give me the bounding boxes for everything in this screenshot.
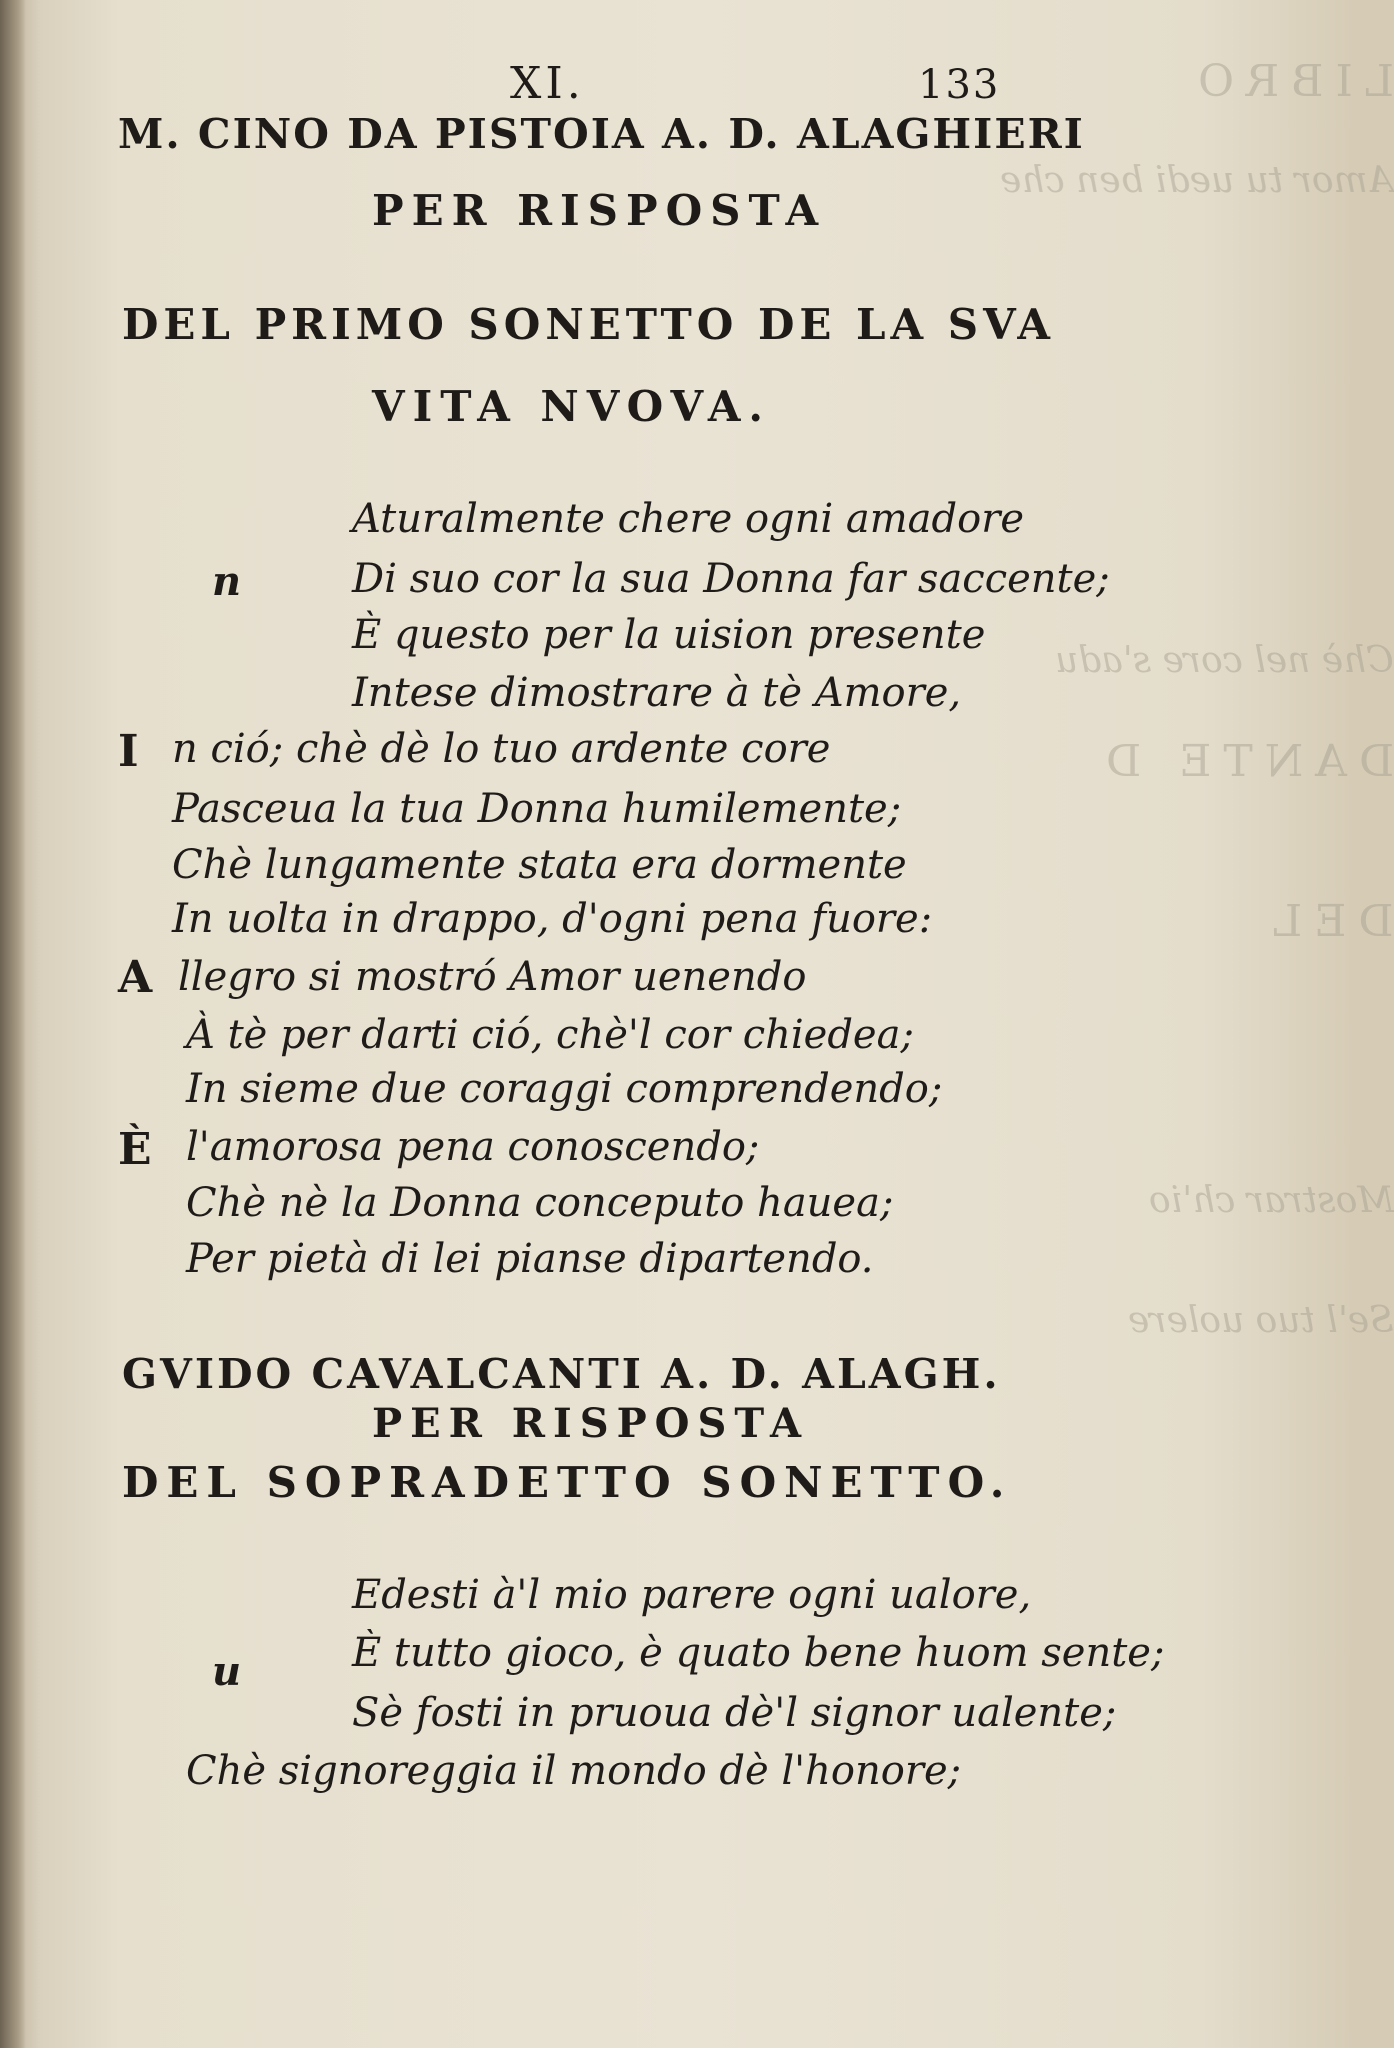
verse-line: In uolta in drappo, d'ogni pena fuore: [172, 896, 933, 942]
initial-letter: È [118, 1124, 152, 1175]
verse-line: Sè fosti in pruoua dè'l signor ualente; [352, 1690, 1117, 1736]
poem1-title-line1: M. CINO DA PISTOIA A. D. ALAGHIERI [118, 110, 1085, 158]
poem1-title-line3: DEL PRIMO SONETTO DE LA SVA [122, 300, 1055, 349]
verse-line: n ció; chè dè lo tuo ardente core [172, 726, 831, 772]
verse-line: È tutto gioco, è quato bene huom sente; [352, 1630, 1165, 1676]
verse-line: Chè nè la Donna conceputo hauea; [186, 1180, 894, 1226]
initial-letter: I [118, 726, 139, 777]
show-through-caps: DEL [1261, 896, 1394, 947]
show-through-caps: DANTE D [1093, 736, 1394, 787]
poem1-title-line4: VITA NVOVA. [372, 382, 772, 431]
verse-line: Per pietà di lei pianse dipartendo. [186, 1236, 874, 1282]
verse-line: Di suo cor la sua Donna far saccente; [352, 556, 1110, 602]
verse-line: Chè lungamente stata era dormente [172, 842, 907, 888]
show-through-line: Chè nel core s'adu [1055, 640, 1394, 681]
verse-line: l'amorosa pena conoscendo; [186, 1124, 760, 1170]
verse-line: In sieme due coraggi comprendendo; [186, 1066, 943, 1112]
initial-letter: A [118, 952, 153, 1003]
page-edge-shadow [0, 0, 26, 2048]
page-number: 133 [918, 62, 1001, 108]
verse-line: Chè signoreggia il mondo dè l'honore; [186, 1748, 962, 1794]
verse-line: Aturalmente chere ogni amadore [352, 496, 1025, 542]
margin-letter: n [212, 558, 242, 605]
margin-letter: u [212, 1648, 242, 1695]
poem2-title-line3: DEL SOPRADETTO SONETTO. [122, 1458, 1013, 1507]
verse-line: È questo per la uision presente [352, 612, 986, 658]
verse-line: À tè per darti ció, chè'l cor chiedea; [186, 1012, 914, 1058]
verse-line: Pasceua la tua Donna humilemente; [172, 786, 902, 832]
poem2-title-line2: PER RISPOSTA [372, 1400, 809, 1447]
poem1-title-line2: PER RISPOSTA [372, 186, 827, 235]
poem2-title-line1: GVIDO CAVALCANTI A. D. ALAGH. [122, 1350, 1001, 1398]
verse-line: llegro si mostró Amor uenendo [178, 954, 807, 1000]
show-through-line: Se'l tuo uolere [1128, 1300, 1394, 1341]
verse-line: Intese dimostrare à tè Amore, [352, 670, 962, 716]
section-number: XI. [510, 58, 585, 109]
verse-line: Edesti à'l mio parere ogni ualore, [352, 1572, 1032, 1618]
show-through-caps: LIBRO [1185, 56, 1394, 107]
show-through-text [1000, 0, 1394, 2048]
show-through-line: Amor tu uedi ben che [1000, 160, 1394, 201]
show-through-line: Mostrar ch'io [1148, 1180, 1394, 1221]
